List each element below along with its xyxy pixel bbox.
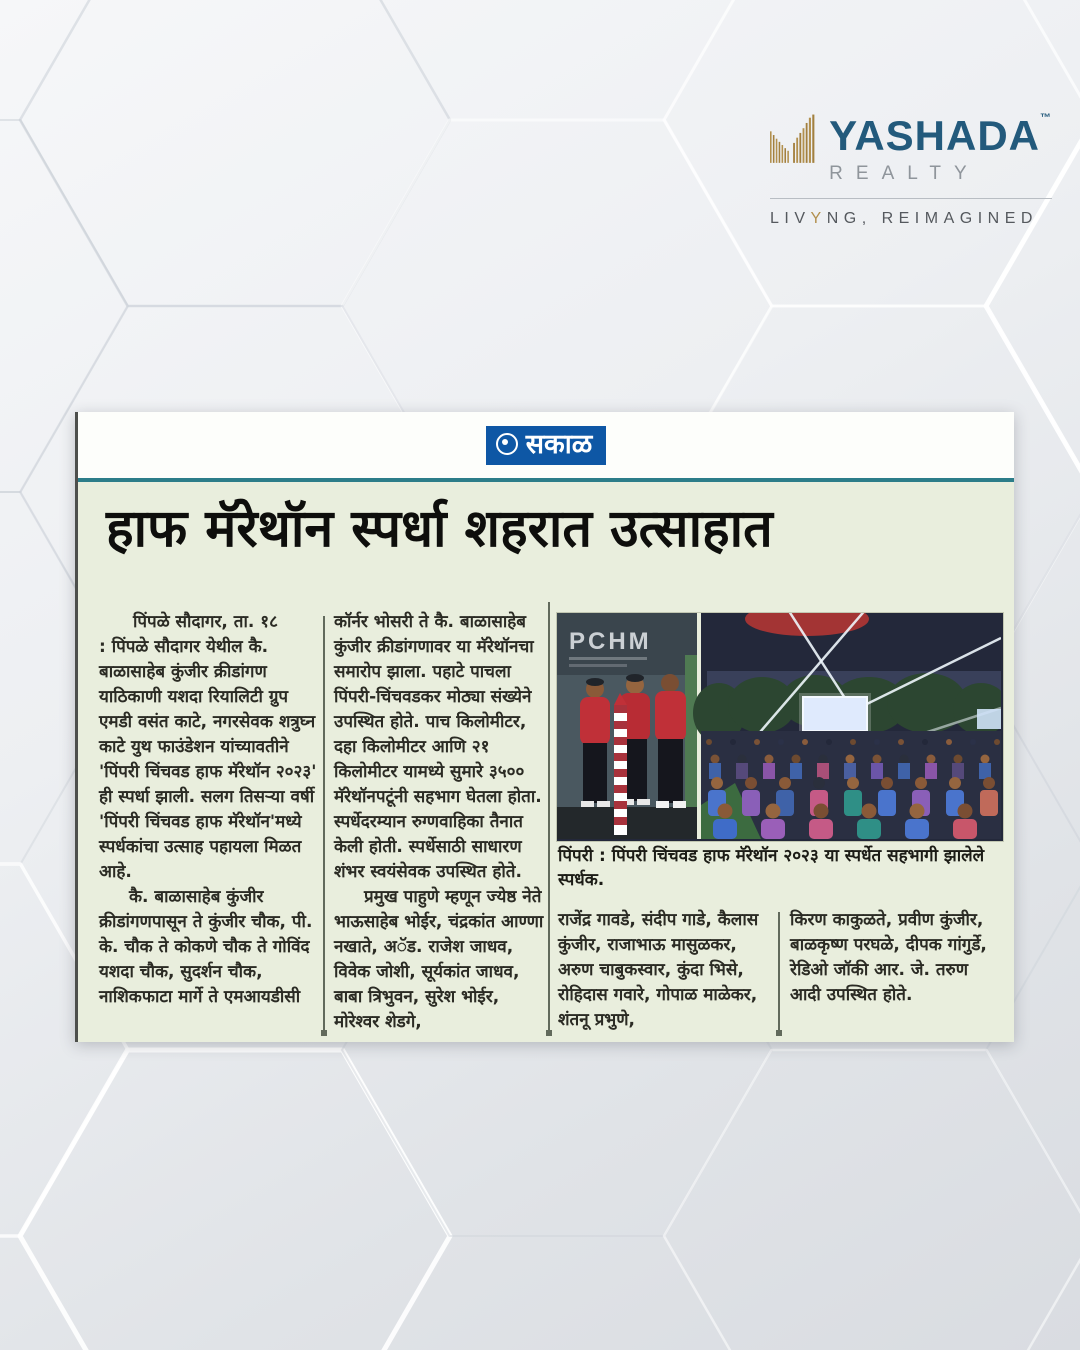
brand-tagline (770, 210, 1052, 228)
masthead-teal-rule (78, 478, 1014, 482)
article-column-2 (334, 610, 546, 1035)
sakal-masthead-logo (486, 426, 607, 465)
column-divider-2 (548, 602, 550, 1034)
tagline-accent-y: Y (810, 210, 827, 227)
brand-subname: REALTY (829, 163, 980, 184)
trademark-symbol: ™ (1040, 112, 1052, 124)
article-column-3: राजेंद्र गावडे, संदीप गाडे, कैलास कुंजीर, राजाभाऊ मासुळकर, अरुण चाबुकस्वार, कुंदा भिसे, रोहिदास गवारे, गोपाळ माळेकर, शंतनू प्रभुणे, (558, 910, 759, 1030)
photo-caption: पिंपरी : पिंपरी चिंचवड हाफ मॅरेथॉन २०२३ या स्पर्धेत सहभागी झालेले स्पर्धक. (558, 846, 985, 890)
tagline-post: NG, REIMAGINED (826, 210, 1038, 227)
marathon-photo (556, 612, 1004, 842)
newspaper-clipping (75, 412, 1014, 1042)
marathon-photo-illustration (557, 613, 1001, 839)
column2-paragraph-1: कॉर्नर भोसरी ते कै. बाळासाहेब कुंजीर क्रीडांगणावर या मॅरेथॉनचा समारोप झाला. पहाटे पाचला पिंपरी-चिंचवडकर मोठ्या संख्येने उपस्थित होते. पाच किलोमीटर, दहा किलोमीटर आणि २१ किलोमीटर यामध्ये सुमारे ३५०० मॅरेथॉनपटूंनी सहभाग घेतला होता. स्पर्धेदरम्यान रुग्णवाहिका तैनात केली होती. स्पर्धेसाठी साधारण शंभर स्वयंसेवक उपस्थित होते. (334, 612, 542, 882)
column1-paragraph-1: : पिंपळे सौदागर येथील कै. बाळासाहेब कुंजीर क्रीडांगण याठिकाणी यशदा रियालिटी ग्रुप एमडी वसंत काटे, नगरसेवक शत्रुघ्न काटे युथ फाउंडेशन यांच्यावतीने 'पिंपरी चिंचवड हाफ मॅरेथॉन २०२३' ही स्पर्धा झाली. सलग तिसऱ्या वर्षी 'पिंपरी चिंचवड हाफ मॅरेथॉन'मध्ये स्पर्धकांचा उत्साह पहायला मिळत आहे. (99, 637, 317, 882)
sakal-emblem-icon (496, 433, 518, 455)
brand-name-text: YASHADA (829, 112, 1040, 159)
article-dateline: पिंपळे सौदागर, ता. १८ (133, 612, 278, 632)
dignitary-figures (580, 674, 686, 808)
article-column-1 (99, 610, 322, 1010)
column2-paragraph-2: प्रमुख पाहुणे म्हणून ज्येष्ठ नेते भाऊसाहेब भोईर, चंद्रकांत आण्णा नखाते, अॅड. राजेश जाधव, विवेक जोशी, सूर्यकांत जाधव, बाबा त्रिभुवन, सुरेश भोईर, मोरेश्वर शेडगे, (334, 887, 544, 1032)
brand-logo (770, 92, 1052, 228)
crowd-near-row (708, 777, 998, 816)
brand-name (829, 112, 1052, 159)
column1-paragraph-2: कै. बाळासाहेब कुंजीर क्रीडांगणपासून ते कुंजीर चौक, पी. के. चौक ते कोकणे चौक ते गोविंद यशदा चौक, सुदर्शन चौक, नाशिकफाटा मार्गे ते एमआयडीसी (99, 887, 313, 1007)
tagline-pre: LIV (770, 210, 811, 227)
brand-divider-line (770, 198, 1052, 199)
column-divider-1 (323, 616, 325, 1034)
ribbon-pole (614, 693, 627, 835)
article-column-4: किरण काकुळते, प्रवीण कुंजीर, बाळकृष्ण परघळे, दीपक गांगुर्डे, रेडिओ जॉकी आर. जे. तरुण आदी उपस्थित होते. (790, 910, 987, 1005)
brand-logo-top (770, 92, 1052, 187)
article-headline: हाफ मॅरेथॉन स्पर्धा शहरात उत्साहात (106, 499, 773, 559)
column-divider-3 (778, 912, 780, 1034)
led-screen (803, 697, 867, 731)
sakal-masthead-text: सकाळ (525, 428, 593, 460)
photo-backdrop-text: PCHM (569, 628, 652, 655)
newspaper-masthead-strip (78, 412, 1014, 478)
brand-bars-icon (770, 92, 815, 187)
brand-names (829, 112, 1052, 187)
